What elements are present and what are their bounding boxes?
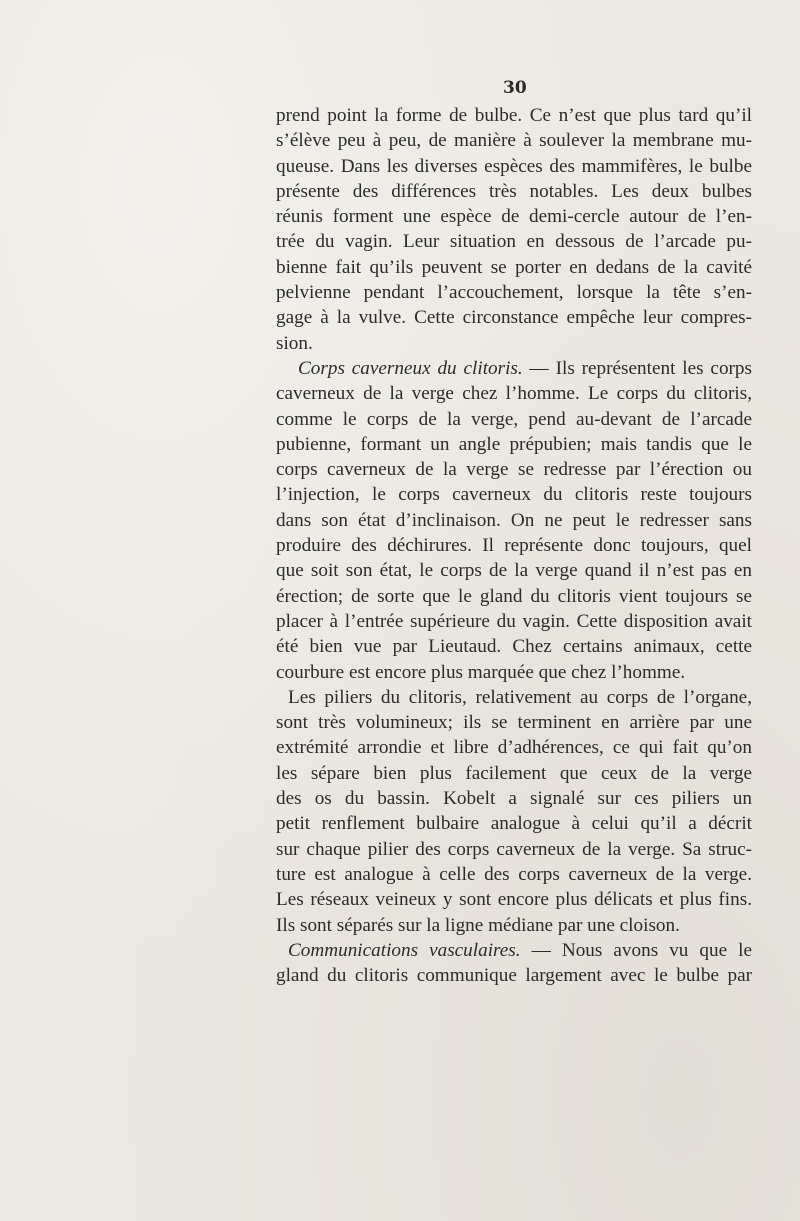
text-line: produire des déchirures. Il représente donc toujours, quel: [276, 535, 752, 557]
text-line: prend point la forme de bulbe. Ce n’est que plus tard qu’il: [276, 105, 752, 126]
text-line: présente des différences très notables. Les deux bulbes: [276, 180, 752, 202]
section-heading: Communications vasculaires.: [288, 939, 521, 961]
text-line: placer à l’entrée supérieure du vagin. Cette disposition avait: [276, 610, 752, 632]
paragraph-corps-caverneux: [276, 356, 752, 685]
text-line: sur chaque pilier des corps caverneux de la verge. Sa struc-: [276, 838, 752, 860]
text-line: corps caverneux de la verge se redresse par l’érection ou: [276, 459, 752, 481]
paragraph-piliers: [276, 685, 752, 938]
text-line: sont très volumineux; ils se terminent en arrière par une: [276, 712, 752, 734]
text-line: pubienne, formant un angle prépubien; mais tandis que le: [276, 433, 752, 455]
paragraph-communications: [276, 938, 752, 989]
text-line: comme le corps de la verge, pend au-devant de l’arcade: [276, 408, 752, 430]
text-line: courbure est encore plus marquée que chez l’homme.: [276, 661, 686, 683]
text-line: pelvienne pendant l’accouchement, lorsque la tête s’en-: [276, 282, 752, 304]
section-heading: Corps caverneux du clitoris.: [298, 357, 523, 379]
text-line: [276, 938, 752, 963]
body-text: [276, 103, 752, 988]
text-line: Ils sont séparés sur la ligne médiane par une cloison.: [276, 914, 680, 936]
paragraph-bulb: [276, 103, 752, 356]
text-line: été bien vue par Lieutaud. Chez certains animaux, cette: [276, 636, 752, 658]
text-line: les sépare bien plus facilement que ceux de la verge: [276, 762, 752, 784]
text-line: des os du bassin. Kobelt a signalé sur ces piliers un: [276, 788, 752, 810]
text-line: extrémité arrondie et libre d’adhérences, ce qui fait qu’on: [276, 737, 752, 759]
text-line: érection; de sorte que le gland du clitoris vient toujours se: [276, 585, 752, 607]
text-line: Les piliers du clitoris, relativement au corps de l’organe,: [288, 686, 752, 708]
text-line: sion.: [276, 332, 313, 354]
text-line: trée du vagin. Leur situation en dessous de l’arcade pu-: [276, 231, 752, 253]
text-line: gland du clitoris communique largement avec le bulbe par: [276, 965, 752, 987]
text-line: dans son état d’inclinaison. On ne peut le redresser sans: [276, 509, 752, 531]
text-line: queuse. Dans les diverses espèces des mammifères, le bulbe: [276, 155, 752, 177]
text-line: bienne fait qu’ils peuvent se porter en dedans de la cavité: [276, 256, 752, 278]
text-line: Les réseaux veineux y sont encore plus délicats et plus fins.: [276, 889, 752, 911]
text-run: — Ils représentent les corps: [522, 357, 752, 379]
page-number: 30: [503, 78, 527, 98]
text-line: [276, 356, 752, 381]
text-line: l’injection, le corps caverneux du clitoris reste toujours: [276, 484, 752, 506]
text-line: caverneux de la verge chez l’homme. Le corps du clitoris,: [276, 383, 752, 405]
text-line: gage à la vulve. Cette circonstance empêche leur compres-: [276, 307, 752, 329]
text-line: ture est analogue à celle des corps caverneux de la verge.: [276, 863, 752, 885]
text-run: — Nous avons vu que le: [520, 939, 753, 961]
text-line: s’élève peu à peu, de manière à soulever la membrane mu-: [276, 130, 752, 152]
text-line: que soit son état, le corps de la verge quand il n’est pas en: [276, 560, 752, 582]
text-line: petit renflement bulbaire analogue à celui qu’il a décrit: [276, 813, 752, 835]
text-line: réunis forment une espèce de demi-cercle autour de l’en-: [276, 206, 752, 228]
